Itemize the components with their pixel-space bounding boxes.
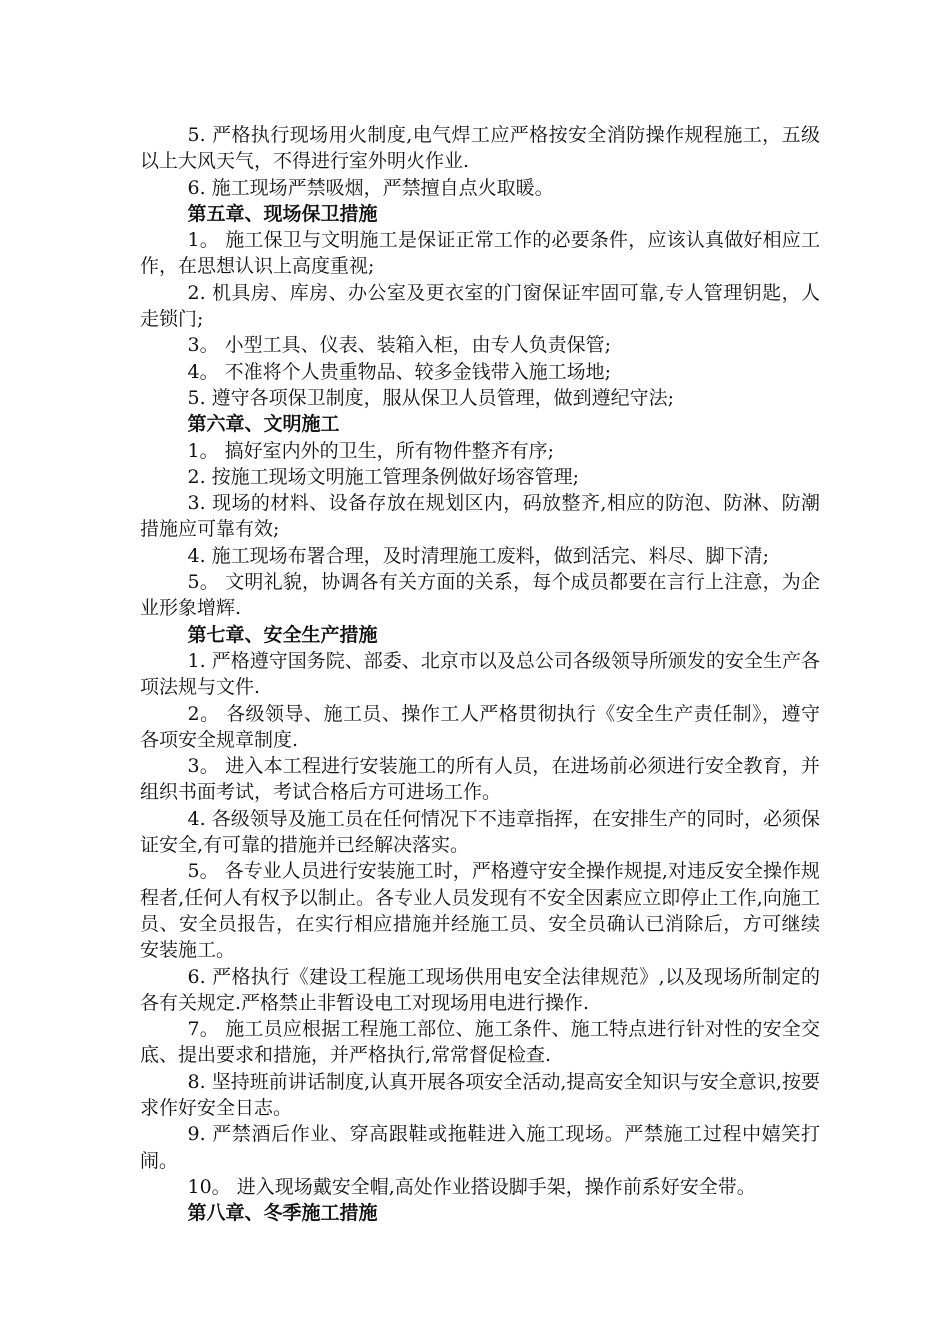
paragraph: 5. 遵守各项保卫制度，服从保卫人员管理，做到遵纪守法;	[187, 386, 675, 409]
paragraph: 1。 搞好室内外的卫生，所有物件整齐有序;	[187, 439, 555, 462]
paragraph: 8. 坚持班前讲话制度,认真开展各项安全活动,提高安全知识与安全意识,按要求作好安全日志。	[140, 1070, 820, 1119]
paragraph: 4。 不准将个人贵重物品、较多金钱带入施工场地;	[187, 360, 612, 383]
chapter-heading: 第六章、文明施工	[187, 413, 340, 436]
paragraph: 5。 各专业人员进行安装施工时，严格遵守安全操作规提,对违反安全操作规程者,任何人有权予以制止。各专业人员发现有不安全因素应立即停止工作,向施工员、安全员报告，在实行相应措施并经施工员、安全员确认已消除后，方可继续安装施工。	[140, 860, 820, 962]
paragraph: 10。 进入现场戴安全帽,高处作业搭设脚手架，操作前系好安全带。	[187, 1175, 756, 1198]
chapter-heading: 第八章、冬季施工措施	[187, 1202, 378, 1225]
paragraph: 9. 严禁酒后作业、穿高跟鞋或拖鞋进入施工现场。严禁施工过程中嬉笑打闹。	[140, 1123, 820, 1172]
paragraph: 1. 严格遵守国务院、部委、北京市以及总公司各级领导所颁发的安全生产各项法规与文件.	[140, 649, 820, 699]
paragraph: 3。 进入本工程进行安装施工的所有人员，在进场前必须进行安全教育，并组织书面考试，考试合格后方可进场工作。	[140, 755, 820, 804]
paragraph: 4. 施工现场布署合理，及时清理施工废料，做到活完、料尽、脚下清;	[187, 544, 770, 567]
paragraph: 3。 小型工具、仪表、装箱入柜，由专人负责保管;	[187, 334, 612, 357]
paragraph: 4. 各级领导及施工员在任何情况下不违章指挥，在安排生产的同时，必须保证安全,有可靠的措施并已经解决落实。	[140, 807, 820, 857]
paragraph: 5. 严格执行现场用火制度,电气焊工应严格按安全消防操作规程施工，五级以上大风天气，不得进行室外明火作业.	[140, 124, 820, 173]
paragraph: 6. 严格执行《建设工程施工现场供用电安全法律规范》,以及现场所制定的各有关规定.严格禁止非暂设电工对现场用电进行操作.	[140, 965, 820, 1014]
paragraph: 2. 机具房、库房、办公室及更衣室的门窗保证牢固可靠,专人管理钥匙，人走锁门;	[140, 281, 820, 331]
paragraph: 2。 各级领导、施工员、操作工人严格贯彻执行《安全生产责任制》，遵守各项安全规章制度.	[140, 702, 820, 751]
document-body	[140, 122, 820, 1226]
chapter-heading: 第五章、现场保卫措施	[187, 202, 378, 225]
paragraph: 1。 施工保卫与文明施工是保证正常工作的必要条件，应该认真做好相应工作，在思想认识上高度重视;	[140, 229, 820, 278]
chapter-heading: 第七章、安全生产措施	[187, 623, 378, 646]
paragraph: 3. 现场的材料、设备存放在规划区内，码放整齐,相应的防泡、防淋、防潮措施应可靠有效;	[140, 492, 820, 541]
paragraph: 2. 按施工现场文明施工管理条例做好场容管理;	[187, 465, 580, 488]
paragraph: 5。 文明礼貌，协调各有关方面的关系，每个成员都要在言行上注意，为企业形象增辉.	[140, 571, 820, 620]
paragraph: 7。 施工员应根据工程施工部位、施工条件、施工特点进行针对性的安全交底、提出要求和措施，并严格执行,常常督促检查.	[140, 1018, 820, 1067]
paragraph: 6. 施工现场严禁吸烟，严禁擅自点火取暖。	[187, 176, 554, 199]
